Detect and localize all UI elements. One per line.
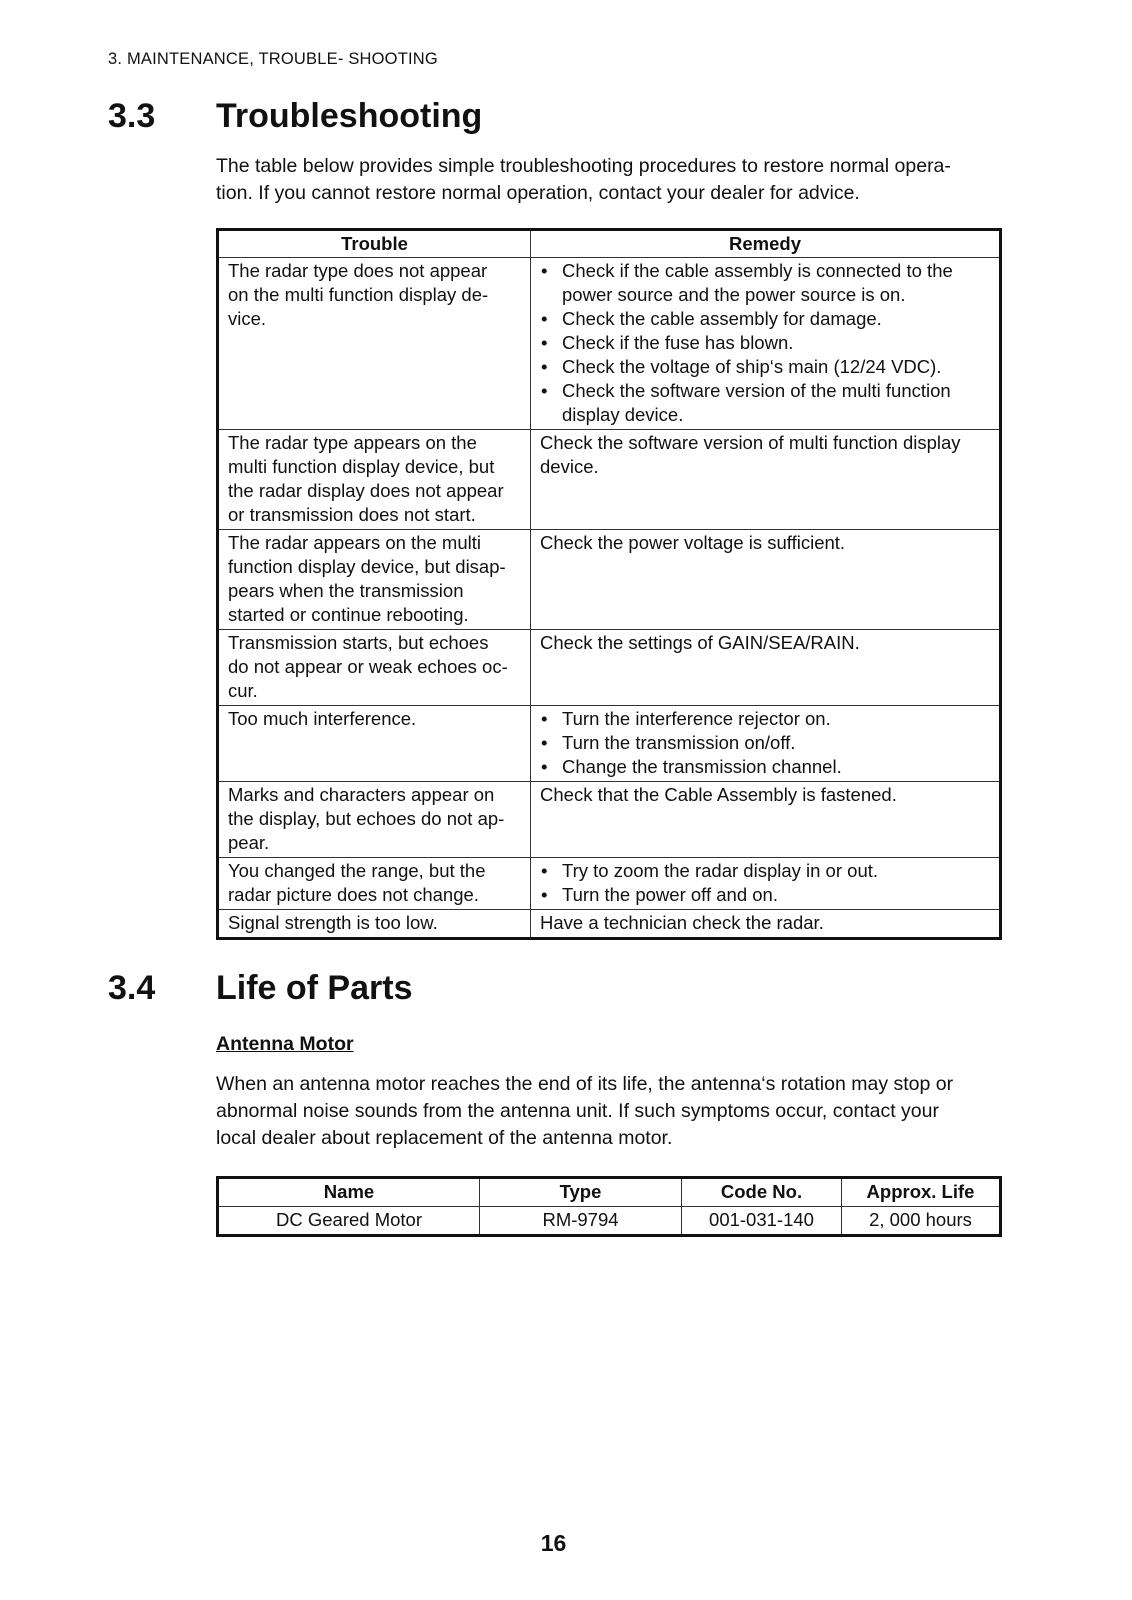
- remedy-bullet: [540, 707, 990, 731]
- troubleshooting-table-body: [218, 258, 1001, 939]
- text-line: Marks and characters appear on: [228, 784, 495, 805]
- cell-remedy: [531, 782, 1001, 858]
- text-line: • Turn the transmission on/off.: [562, 732, 796, 753]
- remedy-bullet: [540, 379, 990, 427]
- header-approx-life: Approx. Life: [842, 1178, 1001, 1207]
- text-line: started or continue rebooting.: [228, 604, 469, 625]
- text-line: Too much interference.: [228, 708, 417, 729]
- table-row: [218, 1207, 1001, 1236]
- page-number: 16: [540, 1530, 567, 1556]
- text-line: pear.: [228, 832, 270, 853]
- text-line: tion. If you cannot restore normal operation, contact your dealer for advice.: [216, 182, 860, 204]
- text-line: When an antenna motor reaches the end of its life, the antenna‘s rotation may stop or: [216, 1073, 954, 1095]
- text-line: display device.: [562, 404, 684, 425]
- cell-code-no: 001-031-140: [682, 1207, 842, 1236]
- text-line: • Turn the interference rejector on.: [562, 708, 831, 729]
- section-title-troubleshooting: Troubleshooting: [216, 97, 483, 135]
- cell-trouble: [218, 430, 531, 530]
- header-trouble: Trouble: [218, 230, 531, 258]
- cell-remedy: [531, 858, 1001, 910]
- text-line: Check that the Cable Assembly is fastened.: [540, 784, 897, 805]
- text-line: function display device, but disap-: [228, 556, 506, 577]
- cell-approx-life: 2, 000 hours: [842, 1207, 1001, 1236]
- table-row: [218, 782, 1001, 858]
- text-line: vice.: [228, 308, 267, 329]
- text-line: Check the settings of GAIN/SEA/RAIN.: [540, 632, 860, 653]
- cell-remedy: [531, 430, 1001, 530]
- table-row: [218, 706, 1001, 782]
- table-header-row: [218, 1178, 1001, 1207]
- cell-trouble: [218, 858, 531, 910]
- text-line: • Try to zoom the radar display in or out.: [562, 860, 879, 881]
- remedy-bullet: [540, 859, 990, 883]
- remedy-bullet: [540, 731, 990, 755]
- text-line: You changed the range, but the: [228, 860, 486, 881]
- remedy-bullet-list: [540, 859, 990, 907]
- remedy-bullet: [540, 883, 990, 907]
- text-line: • Check if the fuse has blown.: [562, 332, 794, 353]
- text-line: The radar type appears on the: [228, 432, 477, 453]
- table-row: [218, 630, 1001, 706]
- remedy-bullet: [540, 355, 990, 379]
- text-line: abnormal noise sounds from the antenna unit. If such symptoms occur, contact your: [216, 1100, 939, 1122]
- table-row: [218, 858, 1001, 910]
- text-line: • Check if the cable assembly is connected to the: [562, 260, 953, 281]
- parts-life-table: [216, 1176, 1002, 1237]
- antenna-motor-paragraph: [216, 1071, 1006, 1152]
- cell-remedy: [531, 706, 1001, 782]
- text-line: • Check the voltage of ship‘s main (12/24 VDC).: [562, 356, 942, 377]
- section-title-life-of-parts: Life of Parts: [216, 969, 413, 1007]
- text-line: • Check the cable assembly for damage.: [562, 308, 882, 329]
- table-row: [218, 530, 1001, 630]
- cell-remedy: [531, 630, 1001, 706]
- text-line: multi function display device, but: [228, 456, 495, 477]
- cell-trouble: [218, 258, 531, 430]
- cell-remedy: [531, 258, 1001, 430]
- cell-remedy: [531, 910, 1001, 939]
- text-line: radar picture does not change.: [228, 884, 479, 905]
- text-line: Have a technician check the radar.: [540, 912, 824, 933]
- remedy-bullet-list: [540, 259, 990, 427]
- text-line: the radar display does not appear: [228, 480, 504, 501]
- text-line: or transmission does not start.: [228, 504, 476, 525]
- header-remedy: Remedy: [531, 230, 1001, 258]
- header-name: Name: [218, 1178, 480, 1207]
- remedy-bullet: [540, 755, 990, 779]
- text-line: Check the software version of multi function display: [540, 432, 961, 453]
- cell-remedy: [531, 530, 1001, 630]
- running-head: 3. MAINTENANCE, TROUBLE- SHOOTING: [108, 50, 438, 68]
- cell-trouble: [218, 706, 531, 782]
- troubleshooting-intro: [216, 153, 1006, 207]
- text-line: do not appear or weak echoes oc-: [228, 656, 508, 677]
- remedy-bullet: [540, 307, 990, 331]
- table-row: [218, 430, 1001, 530]
- text-line: Transmission starts, but echoes: [228, 632, 489, 653]
- remedy-bullet-list: [540, 707, 990, 779]
- header-code-no: Code No.: [682, 1178, 842, 1207]
- text-line: local dealer about replacement of the antenna motor.: [216, 1127, 673, 1149]
- section-number-3-3: 3.3: [108, 97, 156, 135]
- text-line: on the multi function display de-: [228, 284, 489, 305]
- text-line: The radar type does not appear: [228, 260, 488, 281]
- header-type: Type: [480, 1178, 682, 1207]
- cell-name: DC Geared Motor: [218, 1207, 480, 1236]
- cell-trouble: [218, 630, 531, 706]
- text-line: device.: [540, 456, 599, 477]
- cell-trouble: [218, 782, 531, 858]
- text-line: pears when the transmission: [228, 580, 464, 601]
- text-line: • Check the software version of the multi function: [562, 380, 951, 401]
- remedy-bullet: [540, 259, 990, 307]
- text-line: cur.: [228, 680, 258, 701]
- table-header-row: [218, 230, 1001, 258]
- cell-trouble: [218, 910, 531, 939]
- text-line: • Change the transmission channel.: [562, 756, 842, 777]
- text-line: power source and the power source is on.: [562, 284, 906, 305]
- subheading-antenna-motor: Antenna Motor: [216, 1033, 354, 1055]
- section-number-3-4: 3.4: [108, 969, 156, 1007]
- text-line: the display, but echoes do not ap-: [228, 808, 505, 829]
- table-row: [218, 258, 1001, 430]
- troubleshooting-table: [216, 228, 1002, 940]
- text-line: The radar appears on the multi: [228, 532, 481, 553]
- cell-trouble: [218, 530, 531, 630]
- text-line: • Turn the power off and on.: [562, 884, 778, 905]
- text-line: The table below provides simple troubleshooting procedures to restore normal opera-: [216, 155, 951, 177]
- text-line: Signal strength is too low.: [228, 912, 438, 933]
- table-row: [218, 910, 1001, 939]
- text-line: Check the power voltage is sufficient.: [540, 532, 846, 553]
- remedy-bullet: [540, 331, 990, 355]
- cell-type: RM-9794: [480, 1207, 682, 1236]
